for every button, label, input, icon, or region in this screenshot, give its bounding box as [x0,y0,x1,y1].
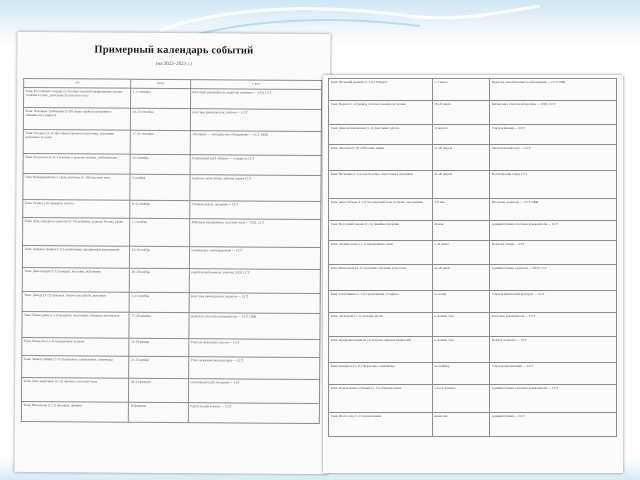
table-row [329,313,617,337]
cell-what: Тема: Неделя (1–11) книги, участие в конкурсах чтецов [329,101,433,125]
cell-when: 21–25 января [129,356,189,378]
calendar-page-right [323,75,623,473]
table-row [329,79,617,101]
cell-what: Тема: День народного единства (2–10) ветераны, встречи, беседы, уроки [23,217,130,246]
cell-what: Тема: День Победы (1–11) бессмертный полк, встречи с ветеранами [329,199,433,221]
cell-who: Классный руководитель, родители учеников — ХУД. ССТ [190,89,321,110]
cell-when: 22–26 апреля [432,171,490,199]
table-row [329,125,617,145]
cell-what: Тема: Экскурсии (1–11) походы, музеи [329,313,433,337]
cell-when: 26–30 ноября [129,268,189,292]
cell-when: 26 февраля [129,402,189,422]
table-row [329,145,617,171]
cell-who: Учебная неделя, праздник — ССТ [190,201,321,220]
table-row [23,217,321,247]
table-row [23,107,321,131]
cell-when: в течение года [432,337,490,363]
cell-who: Администрация, классные руководители — ССТ [490,385,617,413]
cell-who: Районные мероприятия, классные часы — ХУД. ССТ [189,219,320,248]
cell-what: Тема: Декада (3–11) здоровья, творческие работы, выставки [22,291,129,312]
cell-who: Родительский комитет — ССТ [188,403,319,424]
cell-who: «Осенние» — методическое объединение — ССТ, ОБЖ [190,131,321,156]
cell-what: Тема: Новогодний (1–11) праздник, подготовка, конкурсы, мастерские [22,311,129,338]
column-header-who: с кем [191,80,322,90]
cell-what: Тема: День матери (1–11) концерт, выставка, подготовка [22,267,129,292]
cell-who: Учителя-предметники — ССТ [490,363,617,385]
calendar-table-left [21,78,322,424]
cell-what: Тема: Осенние (3–11) фестиваль проектов подготовка, участники деятельность в нём [23,129,130,154]
cell-who: Волонтёрский отряд, ССТ [490,171,617,199]
column-header-what: что [24,78,131,88]
cell-when: 1–7 марта [432,79,490,101]
cell-who: Администрация, родители — ХУД. ССТ [490,265,617,291]
cell-when: конец мая [432,413,490,437]
table-row [21,401,319,423]
cell-what: Тема: Летний лагерь (1–7) мероприятия, игры [329,241,433,265]
table-row [329,241,617,265]
cell-who: Педагог-психолог — ССТ [490,337,617,363]
column-header-when: когда [131,79,191,88]
table-row [329,199,617,221]
table-row [22,355,320,379]
table-row [23,199,321,219]
table-row [21,377,319,403]
cell-when: 10–18 января [129,338,189,356]
cell-when: 24–29 июня [432,265,490,291]
cell-when: 15–26 апреля [432,145,490,171]
cell-when: 3–14 декабря [129,292,189,312]
table-row [22,245,320,269]
cell-when: 17–21 сентября [130,130,190,154]
cell-when: 4–9 мая [432,199,490,221]
table-row [23,129,321,155]
cell-who: Спортивный клуб, ветераны — ССТ [188,379,319,404]
table-row [22,267,320,293]
cell-what: Тема: Родительские собрания (1–11) общешкольные [329,385,433,413]
table-row [22,311,320,339]
cell-who: Педагоги лагеря — ССТ [490,241,617,265]
cell-who: Учителя начальных классов — ССТ [189,339,320,358]
cell-when: 18–22 марта [432,101,490,125]
cell-who: ученическое самоуправление — ССТ [189,247,320,270]
table-row [329,265,617,291]
cell-what: Тема: Масленица (1–11) праздник, ярмарка [21,401,128,422]
table-row [329,337,617,363]
cell-when: 1–5 ноября [130,218,190,246]
cell-when: 5 октября [130,174,190,200]
table-row [23,153,321,175]
cell-when: 8–12 октября [130,200,190,218]
cell-who: Ветераны, родители — ССТ, ОБЖ [490,199,617,221]
cell-what: Тема: Осень (1–4) праздник, классы [23,199,130,218]
cell-who: родители, классные руководители — ССТ, ОБЖ [189,313,320,340]
cell-what: Тема: Экология (5–9) субботник, акции [329,145,433,171]
table-row [329,363,617,385]
cell-who: Администрация — ССТ [490,413,617,437]
cell-who: Библиотека, учителя литературы — ХУД. ССТ [490,101,617,125]
cell-what: Тема: День защитника (5–11) проекты, классные часы [21,377,128,402]
cell-what: Тема: Последний звонок (1–11) линейка, праздник [329,221,433,241]
page-subtitle: (на 2022–2023 г.) [155,61,192,68]
cell-when: 1 раз в четверть [432,385,490,413]
cell-what: Тема: Весенняя (1–11) неделя добра, подготовка к празднику [329,171,433,199]
cell-who: Педагоги дополнительного образования — ССТ, ОБЖ [490,79,617,101]
cell-what: Тема: Рождество (1–4) праздничные встречи [22,337,129,356]
cell-who: Учителя физики — ССТ [490,125,617,145]
calendar-table-right [328,78,617,437]
cell-what: Тема: Зимние забавы (1–7) спортивные соревнования, олимпиада [22,355,129,378]
cell-what: Тема: Основные требования (1–10) новые правила поведения и обязанности учащихся [23,107,130,130]
cell-who: Классные руководители, педагоги — ССТ [189,293,320,314]
cell-what: Тема: Весенний концерт (1–11) к 8 Марта [329,79,433,101]
cell-what: Тема: Конкурсы (1–11) творческие, олимпиады [329,363,433,385]
table-row [329,413,617,437]
cell-when: 24 мая [432,221,490,241]
cell-when: 12 апреля [432,125,490,145]
cell-what: Тема: Российский стандарт (2–9) ответственный профилактика лучшие стороны в семье, деятельность классного часа [24,87,131,108]
calendar-page-left [14,32,330,474]
cell-who: родительский комитет, учителя, ХУД. ССТ [189,269,320,294]
table-row [329,221,617,241]
cell-what: Тема: Администрация (3–11) организация, праздничные мероприятия [22,245,129,268]
cell-who: классные руководители, учителя — ССТ [190,109,321,132]
cell-who: Экологический клуб — ССТ [490,145,617,171]
cell-what: Тема: Безопасность (3–11) жизнь и здоровье группы, учебный план [23,153,130,174]
cell-what: Тема: Профориентация (8–11) встречи, ярмарка профессий [329,337,433,363]
table-row [329,101,617,125]
cell-when: в течение года [432,313,490,337]
table-row [22,291,320,313]
cell-when: по графику [432,363,490,385]
cell-when: 1–21 июня [432,241,490,265]
cell-who: педагоги, выпускники, рабочая группа ССТ [190,175,321,202]
cell-when: 17–28 декабря [129,312,189,338]
table-row [24,87,322,109]
cell-when: по плану [432,291,490,313]
cell-when: 10–14 сентября [131,108,191,130]
table-row [23,173,321,201]
cell-when: 18–22 февраля [129,378,189,402]
cell-what: Тема: Спортивные (1–11) соревнования, эстафеты [329,291,433,313]
cell-when: 12–16 ноября [130,246,190,268]
cell-who: Классные руководители — ССТ [490,313,617,337]
page-title: Примерный календарь событий [94,44,254,57]
cell-when: 24 сентября [130,154,190,174]
table-row [329,171,617,199]
cell-who: Учителя физической культуры — ССТ [188,357,319,380]
table-row [329,291,617,313]
cell-what: Тема: Итоги года (1–11) награждение [329,413,433,437]
cell-what: Тема: Выпускной (9, 11) праздник, вручение аттестатов [329,265,433,291]
cell-when: 1–2 сентября [131,88,191,108]
table-row [22,337,320,357]
cell-what: Тема: Культурный квест «День учителя» (1–10) классные часы [23,173,130,200]
cell-what: Тема: День космонавтики (1–11) выставки, работы [329,125,433,145]
table-row [329,385,617,413]
cell-who: Администрация, классные руководители — ССТ [490,221,617,241]
cell-who: Спортивный клуб «Юные» — учащиеся, ССТ [190,155,321,176]
cell-who: Учителя физической культуры — ССТ [490,291,617,313]
